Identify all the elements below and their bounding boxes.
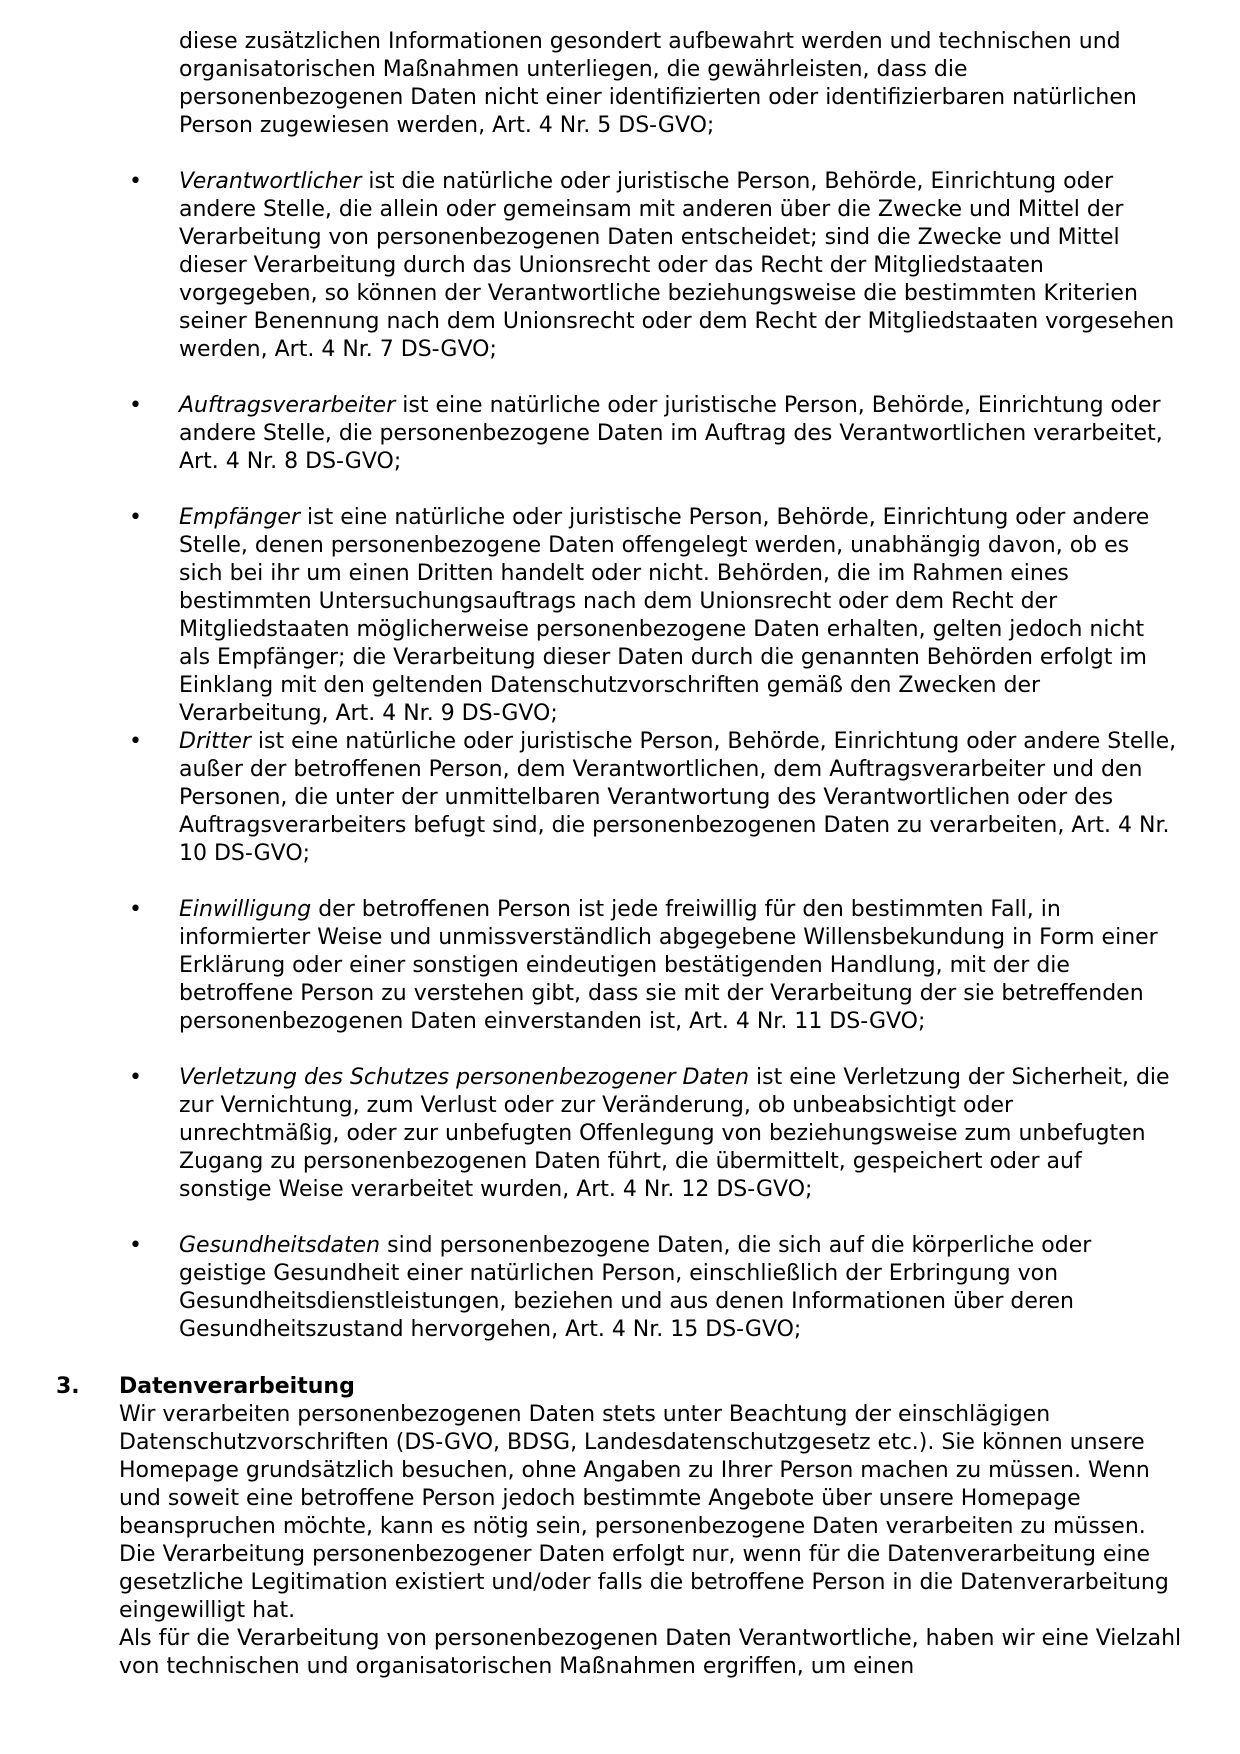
definition-item-verletzung [129, 1064, 1179, 1204]
section-body [119, 1401, 1186, 1681]
definition-item-verantwortlicher [129, 168, 1179, 364]
bullet-icon: • [129, 1233, 142, 1258]
bullet-icon: • [129, 169, 142, 194]
section-datenverarbeitung [56, 1373, 1186, 1681]
bullet-icon: • [129, 393, 142, 418]
definition-item-empfaenger [129, 504, 1179, 728]
definition-list [56, 168, 1186, 1344]
bullet-icon: • [129, 505, 142, 530]
definition-text: der betroffenen Person ist jede freiwillig für den bestimmten Fall, in informierter Weise und unmissverständlich abgegebene Willensbekundung in Form einer Erklärung oder einer sonstigen eindeutigen bestätigenden Handlung, mit der die betroffene Person zu verstehen gibt, dass sie mit der Verarbeitung der sie betreffenden personenbezogenen Daten einverstanden ist, Art. 4 Nr. 11 DS-GVO; [179, 897, 1158, 1034]
definition-item-einwilligung [129, 896, 1179, 1036]
definition-text: ist eine natürliche oder juristische Person, Behörde, Einrichtung oder andere Stelle, die personenbezogene Daten im Auftrag des Verantwortlichen verarbeitet, Art. 4 Nr. 8 DS-GVO; [179, 393, 1163, 474]
definition-term: Verletzung des Schutzes personenbezogener Daten [179, 1065, 750, 1090]
definition-term: Gesundheitsdaten [179, 1233, 381, 1258]
bullet-icon: • [129, 897, 142, 922]
definition-text: ist eine natürliche oder juristische Person, Behörde, Einrichtung oder andere Stelle, denen personenbezogene Daten offengelegt werden, unabhängig davon, ob es sich bei ihr um einen Dritten handelt oder nicht. Behörden, die im Rahmen eines bestimmten Untersuchungsauftrags nach dem Unionsrecht oder dem Recht der Mitgliedstaaten möglicherweise personenbezogene Daten erhalten, gelten jedoch nicht als Empfänger; die Verarbeitung dieser Daten durch die genannten Behörden erfolgt im Einklang mit den geltenden Datenschutzvorschriften gemäß den Zwecken der Verarbeitung, Art. 4 Nr. 9 DS-GVO; [179, 505, 1150, 726]
definition-item-gesundheitsdaten [129, 1232, 1179, 1344]
definition-text: ist die natürliche oder juristische Person, Behörde, Einrichtung oder andere Stelle, die allein oder gemeinsam mit anderen über die Zwecke und Mittel der Verarbeitung von personenbezogenen Daten entscheidet; sind die Zwecke und Mittel dieser Verarbeitung durch das Unionsrecht oder das Recht der Mitgliedstaaten vorgegeben, so können der Verantwortliche beziehungsweise die bestimmten Kriterien seiner Benennung nach dem Unionsrecht oder dem Recht der Mitgliedstaaten vorgesehen werden, Art. 4 Nr. 7 DS-GVO; [179, 169, 1175, 362]
continuation-paragraph: diese zusätzlichen Informationen gesondert aufbewahrt werden und technischen und organisatorischen Maßnahmen unterliegen, die gewährleisten, dass die personenbezogenen Daten nicht einer identifizierten oder identifizierbaren natürlichen Person zugewiesen werden, Art. 4 Nr. 5 DS-GVO; [179, 29, 1137, 138]
definition-term: Einwilligung [179, 897, 312, 922]
definition-text: sind personenbezogene Daten, die sich auf die körperliche oder geistige Gesundheit einer natürlichen Person, einschließlich der Erbringung von Gesundheitsdienstleistungen, beziehen und aus denen Informationen über deren Gesundheitszustand hervorgehen, Art. 4 Nr. 15 DS-GVO; [179, 1233, 1092, 1342]
definition-text: ist eine Verletzung der Sicherheit, die zur Vernichtung, zum Verlust oder zur Veränderung, ob unbeabsichtigt oder unrechtmäßig, oder zur unbefugten Offenlegung von beziehungsweise zum unbefugten Zugang zu personenbezogenen Daten führt, die übermittelt, gespeichert oder auf sonstige Weise verarbeitet wurden, Art. 4 Nr. 12 DS-GVO; [179, 1065, 1170, 1202]
document-body [56, 28, 1186, 1681]
definition-item-auftragsverarbeiter [129, 392, 1179, 476]
definition-item-dritter [129, 728, 1179, 868]
definition-text: ist eine natürliche oder juristische Person, Behörde, Einrichtung oder andere Stelle, außer der betroffenen Person, dem Verantwortlichen, dem Auftragsverarbeiter und den Personen, die unter der unmittelbaren Verantwortung des Verantwortlichen oder des Auftragsverarbeiters befugt sind, die personenbezogenen Daten zu verarbeiten, Art. 4 Nr. 10 DS-GVO; [179, 729, 1177, 866]
bullet-icon: • [129, 729, 142, 754]
definition-term: Empfänger [179, 505, 301, 530]
section-heading: Datenverarbeitung [119, 1374, 355, 1399]
section-paragraph: Die Verarbeitung personenbezogener Daten erfolgt nur, wenn für die Datenverarbeitung eine gesetzliche Legitimation existiert und/oder falls die betroffene Person in die Datenverarbeitung eingewilligt hat. [119, 1542, 1169, 1623]
definition-term: Verantwortlicher [179, 169, 362, 194]
definition-term: Auftragsverarbeiter [179, 393, 396, 418]
bullet-icon: • [129, 1065, 142, 1090]
definition-term: Dritter [179, 729, 251, 754]
section-paragraph: Als für die Verarbeitung von personenbezogenen Daten Verantwortliche, haben wir eine Vielzahl von technischen und organisatorischen Maßnahmen ergriffen, um einen [119, 1626, 1182, 1679]
section-number: 3. [56, 1374, 80, 1399]
section-paragraph: Wir verarbeiten personenbezogenen Daten stets unter Beachtung der einschlägigen Datenschutzvorschriften (DS-GVO, BDSG, Landesdatenschutzgesetz etc.). Sie können unsere Homepage grundsätzlich besuchen, ohne Angaben zu Ihrer Person machen zu müssen. Wenn und soweit eine betroffene Person jedoch bestimmte Angebote über unsere Homepage beanspruchen möchte, kann es nötig sein, personenbezogene Daten verarbeiten zu müssen. [119, 1402, 1150, 1539]
